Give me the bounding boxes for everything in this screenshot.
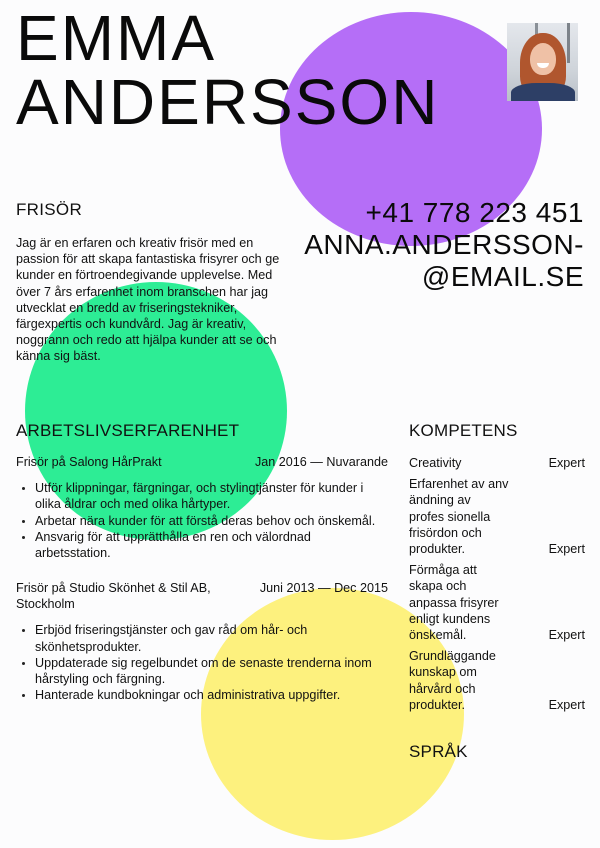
job-bullet: Hanterade kundbokningar och administrativa uppgifter. <box>35 687 388 703</box>
job-role: Frisör på Salong HårPrakt <box>16 455 162 469</box>
skill-name: Grundläggande kunskap om hårvård och produkter. <box>409 649 496 712</box>
phone-number[interactable]: +41 778 223 451 <box>365 197 584 228</box>
skill-item <box>409 455 585 471</box>
job-header <box>16 580 388 612</box>
skill-level: Expert <box>548 628 585 643</box>
job-role: Frisör på Studio Skönhet & Stil AB, Stockholm <box>16 581 211 612</box>
email-line-1[interactable]: ANNA.ANDERSSON- <box>304 229 584 260</box>
photo-window-frame <box>567 23 570 63</box>
job-header <box>16 454 388 470</box>
skills-list <box>409 455 585 718</box>
job-entry <box>16 454 388 561</box>
languages-heading: SPRÅK <box>409 742 468 761</box>
experience-heading: ARBETSLIVSERFARENHET <box>16 421 240 440</box>
skill-name: Förmåga att skapa och anpassa frisyrer enligt kundens önskemål. <box>409 563 499 643</box>
skill-level: Expert <box>548 456 585 470</box>
job-bullet: Utför klippningar, färgningar, och stylingtjänster för kunder i olika åldrar och med olika hårtyper. <box>35 480 388 512</box>
skill-item <box>409 476 585 557</box>
email-line-2[interactable]: @EMAIL.SE <box>421 261 584 292</box>
job-entry <box>16 580 388 703</box>
job-bullet: Arbetar nära kunder för att förstå deras behov och önskemål. <box>35 513 388 529</box>
skill-level: Expert <box>548 697 585 712</box>
job-bullets <box>16 622 388 703</box>
skill-name: Creativity <box>409 456 462 470</box>
job-dates: Jan 2016 — Nuvarande <box>254 455 388 469</box>
job-dates: Juni 2013 — Dec 2015 <box>259 581 388 595</box>
candidate-name <box>16 2 440 138</box>
job-bullet: Ansvarig för att upprätthålla en ren och välordnad arbetsstation. <box>35 529 388 561</box>
profile-photo <box>507 23 578 101</box>
profile-summary: Jag är en erfaren och kreativ frisör med en passion för att skapa fantastiska frisyrer och ge kunder en förtroendegivande upplevelse. Med över 7 års erfarenhet inom branschen har jag utvecklat en bredd av friseringstekniker, färgexpertis och kundvård. Jag är kreativ, noggrann och redo att hjälpa kunder att se och känna sig bäst. <box>16 236 280 364</box>
job-bullet: Erbjöd friseringstjänster och gav råd om hår- och skönhetsprodukter. <box>35 622 388 654</box>
job-bullets <box>16 480 388 561</box>
skills-heading: KOMPETENS <box>409 421 518 440</box>
job-bullet: Uppdaterade sig regelbundet om de senaste trenderna inom hårstyling och färgning. <box>35 655 388 687</box>
photo-shirt <box>511 83 575 101</box>
job-role-title: FRISÖR <box>16 200 83 219</box>
photo-face <box>530 43 556 75</box>
last-name: ANDERSSON <box>16 66 440 138</box>
skill-level: Expert <box>548 542 585 557</box>
first-name: EMMA <box>16 2 216 74</box>
skill-item <box>409 562 585 643</box>
skill-name: Erfarenhet av anv ändning av profes sionella frisördon och produkter. <box>409 477 509 557</box>
contact-info <box>304 197 584 293</box>
skill-item <box>409 648 585 713</box>
